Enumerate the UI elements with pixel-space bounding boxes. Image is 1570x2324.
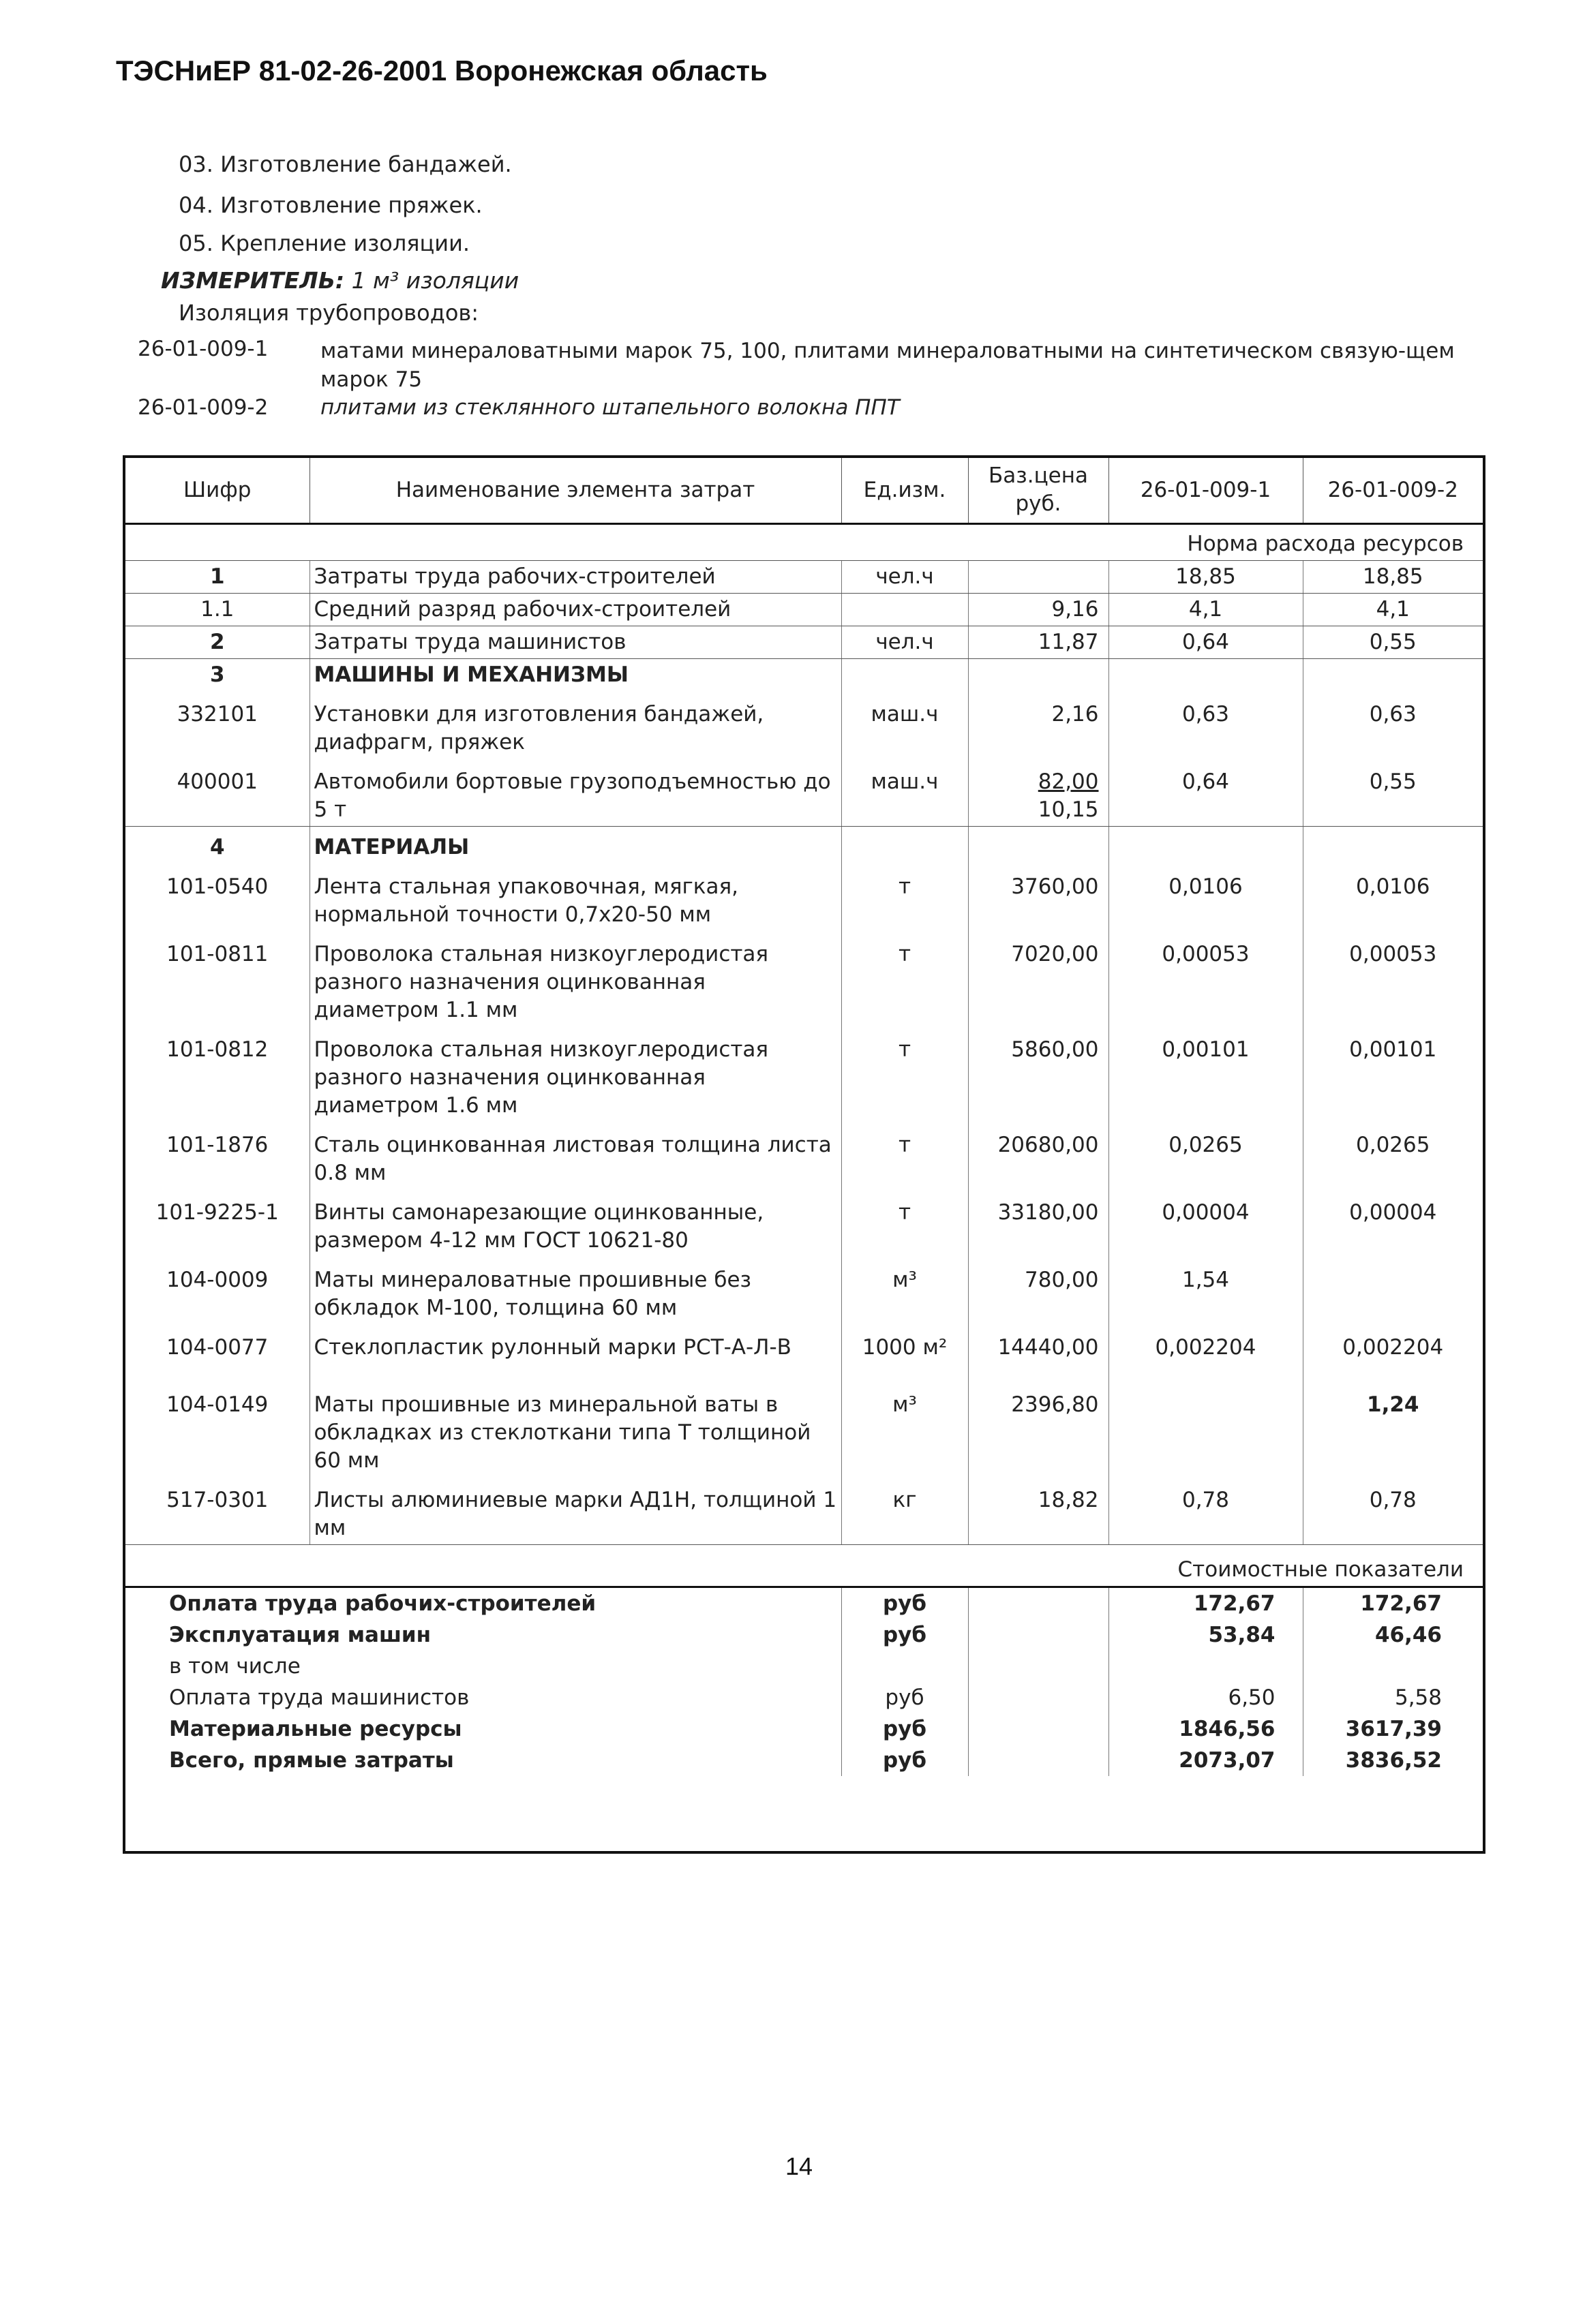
- row-name: Затраты труда рабочих-строителей: [310, 560, 841, 593]
- row-price: 9,16: [968, 593, 1108, 626]
- section-heading: Изоляция трубопроводов:: [179, 300, 479, 326]
- norm-subheader-row: [125, 523, 1483, 560]
- cost-row: [125, 1651, 1483, 1682]
- row-code: 3: [209, 662, 225, 687]
- row-name: Винты самонарезающие оцинкованные, размером 4-12 мм ГОСТ 10621-80: [310, 1189, 841, 1257]
- row-price: [968, 759, 1108, 827]
- row-value-1: 0,78: [1108, 1477, 1303, 1545]
- cost-row: [125, 1587, 1483, 1619]
- page-number: 14: [785, 2152, 813, 2180]
- row-unit: [841, 593, 968, 626]
- cost-row-label: Оплата труда рабочих-строителей: [169, 1591, 597, 1616]
- row-value-1: 18,85: [1108, 560, 1303, 593]
- row-unit: т: [841, 863, 968, 931]
- row-value-2: 0,00101: [1303, 1026, 1483, 1122]
- row-value-1: 0,0106: [1108, 863, 1303, 931]
- row-unit: маш.ч: [841, 691, 968, 759]
- step-04: 04. Изготовление пряжек.: [179, 192, 483, 218]
- meter-value: 1 м³ изоляции: [351, 267, 519, 294]
- norm-desc-1: матами минераловатными марок 75, 100, плитами минераловатными на синтетическом связую-щем марок 75: [320, 339, 1455, 392]
- row-name: Листы алюминиевые марки АД1Н, толщиной 1 мм: [310, 1477, 841, 1545]
- cost-row-value-1: 2073,07: [1108, 1745, 1303, 1776]
- cost-row-value-2: 46,46: [1303, 1619, 1483, 1651]
- row-value-2: 0,78: [1303, 1477, 1483, 1545]
- row-value-1: 0,00004: [1108, 1189, 1303, 1257]
- row-value-2: 4,1: [1303, 593, 1483, 626]
- row-name: Автомобили бортовые грузоподъемностью до 5 т: [310, 759, 841, 827]
- table-row: [125, 1189, 1483, 1257]
- row-value-1: 0,0265: [1108, 1122, 1303, 1189]
- row-name: Проволока стальная низкоуглеродистая разного назначения оцинкованная диаметром 1.1 мм: [310, 931, 841, 1026]
- cost-row-value-2: [1303, 1651, 1483, 1682]
- row-price: 11,87: [968, 626, 1108, 658]
- row-value-2: [1303, 1257, 1483, 1324]
- row-code: 400001: [125, 759, 310, 827]
- row-value-1: 0,00053: [1108, 931, 1303, 1026]
- row-code: 517-0301: [125, 1477, 310, 1545]
- row-price: 33180,00: [968, 1189, 1108, 1257]
- norm-code-2: 26-01-009-2: [138, 395, 269, 420]
- row-code: 4: [209, 834, 225, 859]
- cost-row-unit: руб: [841, 1619, 968, 1651]
- row-unit: чел.ч: [841, 626, 968, 658]
- norm-desc-2: плитами из стеклянного штапельного волокна ППТ: [320, 395, 900, 420]
- cost-row: [125, 1745, 1483, 1776]
- cost-row-unit: руб: [841, 1745, 968, 1776]
- table-row: [125, 863, 1483, 931]
- table-row: [125, 1026, 1483, 1122]
- row-code: 1.1: [125, 593, 310, 626]
- row-code: 101-0540: [166, 874, 269, 899]
- header-norm-2: 26-01-009-2: [1303, 458, 1483, 523]
- row-value-1: [1108, 1364, 1303, 1477]
- row-unit: т: [841, 1122, 968, 1189]
- row-value-1: 1,54: [1108, 1257, 1303, 1324]
- table-row: [125, 931, 1483, 1026]
- row-price: [968, 560, 1108, 593]
- step-03: 03. Изготовление бандажей.: [179, 151, 512, 177]
- header-unit: Ед.изм.: [841, 458, 968, 523]
- meter-line: [161, 267, 519, 294]
- row-value-1: 0,64: [1108, 626, 1303, 658]
- norm-code-1: 26-01-009-1: [138, 337, 269, 361]
- row-price: 3760,00: [968, 863, 1108, 931]
- header-price: Баз.цена руб.: [968, 458, 1108, 523]
- cost-row-unit: руб: [841, 1682, 968, 1713]
- table-row: [125, 1364, 1483, 1477]
- row-value-2: 0,55: [1303, 626, 1483, 658]
- cost-row: [125, 1713, 1483, 1745]
- table-row: [125, 1122, 1483, 1189]
- cost-row-value-1: 1846,56: [1108, 1713, 1303, 1745]
- row-unit: чел.ч: [841, 560, 968, 593]
- row-value-2: 0,002204: [1303, 1324, 1483, 1364]
- row-value-2: 0,00004: [1303, 1189, 1483, 1257]
- header-code: Шифр: [125, 458, 310, 523]
- cost-row-unit: руб: [841, 1713, 968, 1745]
- header-name: Наименование элемента затрат: [310, 458, 841, 523]
- row-value-1: 4,1: [1108, 593, 1303, 626]
- row-code: 332101: [177, 701, 258, 727]
- row-name: Маты прошивные из минеральной ваты в обкладках из стеклоткани типа Т толщиной 60 мм: [310, 1364, 841, 1477]
- cost-row-label: Материальные ресурсы: [169, 1716, 462, 1741]
- table-row: [125, 1477, 1483, 1545]
- meter-label: ИЗМЕРИТЕЛЬ:: [161, 267, 345, 294]
- row-code: 104-0077: [166, 1334, 269, 1360]
- row-unit: 1000 м²: [841, 1324, 968, 1364]
- row-unit: т: [841, 1189, 968, 1257]
- row-value-2: 1,24: [1303, 1364, 1483, 1477]
- cost-row-value-1: 53,84: [1108, 1619, 1303, 1651]
- cost-row-value-2: 3836,52: [1303, 1745, 1483, 1776]
- table-row: [125, 691, 1483, 759]
- header-norm-1: 26-01-009-1: [1108, 458, 1303, 523]
- cost-row-unit: руб: [841, 1587, 968, 1619]
- section-row-materials: [125, 826, 1483, 863]
- row-name: МАТЕРИАЛЫ: [310, 826, 841, 863]
- cost-row-label: в том числе: [169, 1653, 301, 1679]
- row-code: 104-0009: [166, 1267, 269, 1292]
- cost-row-label: Эксплуатация машин: [169, 1622, 432, 1647]
- resource-table: [123, 455, 1485, 1854]
- row-name: Проволока стальная низкоуглеродистая разного назначения оцинкованная диаметром 1.6 мм: [310, 1026, 841, 1122]
- row-name: МАШИНЫ И МЕХАНИЗМЫ: [310, 658, 841, 691]
- row-price: 2396,80: [968, 1364, 1108, 1477]
- cost-row-value-1: [1108, 1651, 1303, 1682]
- cost-row-value-2: 172,67: [1303, 1587, 1483, 1619]
- cost-row-value-1: 172,67: [1108, 1587, 1303, 1619]
- cost-label: Стоимостные показатели: [125, 1544, 1483, 1587]
- row-price: 14440,00: [968, 1324, 1108, 1364]
- row-name: Лента стальная упаковочная, мягкая, нормальной точности 0,7х20-50 мм: [310, 863, 841, 931]
- document-title: ТЭСНиЕР 81-02-26-2001 Воронежская область: [116, 55, 768, 87]
- table-row: [125, 1324, 1483, 1364]
- row-value-1: 0,63: [1108, 691, 1303, 759]
- cost-subheader-row: [125, 1544, 1483, 1587]
- row-name: Стеклопластик рулонный марки РСТ-А-Л-В: [310, 1324, 841, 1364]
- cost-row-unit: [841, 1651, 968, 1682]
- row-code: 2: [125, 626, 310, 658]
- row-unit: кг: [841, 1477, 968, 1545]
- row-code: 101-0812: [166, 1037, 269, 1062]
- row-value-2: 18,85: [1303, 560, 1483, 593]
- cost-row: [125, 1619, 1483, 1651]
- cost-row-value-2: 3617,39: [1303, 1713, 1483, 1745]
- row-name: Маты минераловатные прошивные без обкладок М-100, толщина 60 мм: [310, 1257, 841, 1324]
- row-name: Сталь оцинкованная листовая толщина листа 0.8 мм: [310, 1122, 841, 1189]
- row-unit: т: [841, 1026, 968, 1122]
- row-name: Установки для изготовления бандажей, диафрагм, пряжек: [310, 691, 841, 759]
- cost-row-value-1: 6,50: [1108, 1682, 1303, 1713]
- cost-row-label: Оплата труда машинистов: [169, 1685, 470, 1710]
- row-unit: маш.ч: [841, 759, 968, 827]
- step-05: 05. Крепление изоляции.: [179, 230, 470, 256]
- row-price: 5860,00: [968, 1026, 1108, 1122]
- row-unit: м³: [841, 1257, 968, 1324]
- row-name: Затраты труда машинистов: [310, 626, 841, 658]
- row-price: 780,00: [968, 1257, 1108, 1324]
- table-row: [125, 626, 1483, 658]
- row-name: Средний разряд рабочих-строителей: [310, 593, 841, 626]
- row-value-1: 0,64: [1108, 759, 1303, 827]
- row-code: 104-0149: [166, 1392, 269, 1417]
- row-price: 2,16: [968, 691, 1108, 759]
- row-value-2: 0,0265: [1303, 1122, 1483, 1189]
- row-code: 101-1876: [166, 1132, 269, 1157]
- row-value-2: 0,63: [1303, 691, 1483, 759]
- cost-row: [125, 1682, 1483, 1713]
- table-row: [125, 560, 1483, 593]
- row-price-main: 82,00: [1038, 769, 1099, 794]
- norm-label: Норма расхода ресурсов: [125, 523, 1483, 560]
- table-row: [125, 593, 1483, 626]
- cost-row-label: Всего, прямые затраты: [169, 1747, 454, 1773]
- row-unit: м³: [841, 1364, 968, 1477]
- section-row-machines: [125, 658, 1483, 691]
- row-price: 20680,00: [968, 1122, 1108, 1189]
- row-value-1: 0,00101: [1108, 1026, 1303, 1122]
- cost-row-value-2: 5,58: [1303, 1682, 1483, 1713]
- row-price: 7020,00: [968, 931, 1108, 1026]
- row-price-secondary: 10,15: [1038, 797, 1099, 822]
- row-unit: т: [841, 931, 968, 1026]
- row-value-1: 0,002204: [1108, 1324, 1303, 1364]
- row-value-2: 0,0106: [1303, 863, 1483, 931]
- table-row: [125, 1257, 1483, 1324]
- row-code: 1: [125, 560, 310, 593]
- row-value-2: 0,55: [1303, 759, 1483, 827]
- table-header-row: [125, 458, 1483, 523]
- row-price: 18,82: [968, 1477, 1108, 1545]
- table-row: [125, 759, 1483, 827]
- row-code: 101-0811: [166, 941, 269, 966]
- row-value-2: 0,00053: [1303, 931, 1483, 1026]
- row-code: 101-9225-1: [155, 1199, 279, 1225]
